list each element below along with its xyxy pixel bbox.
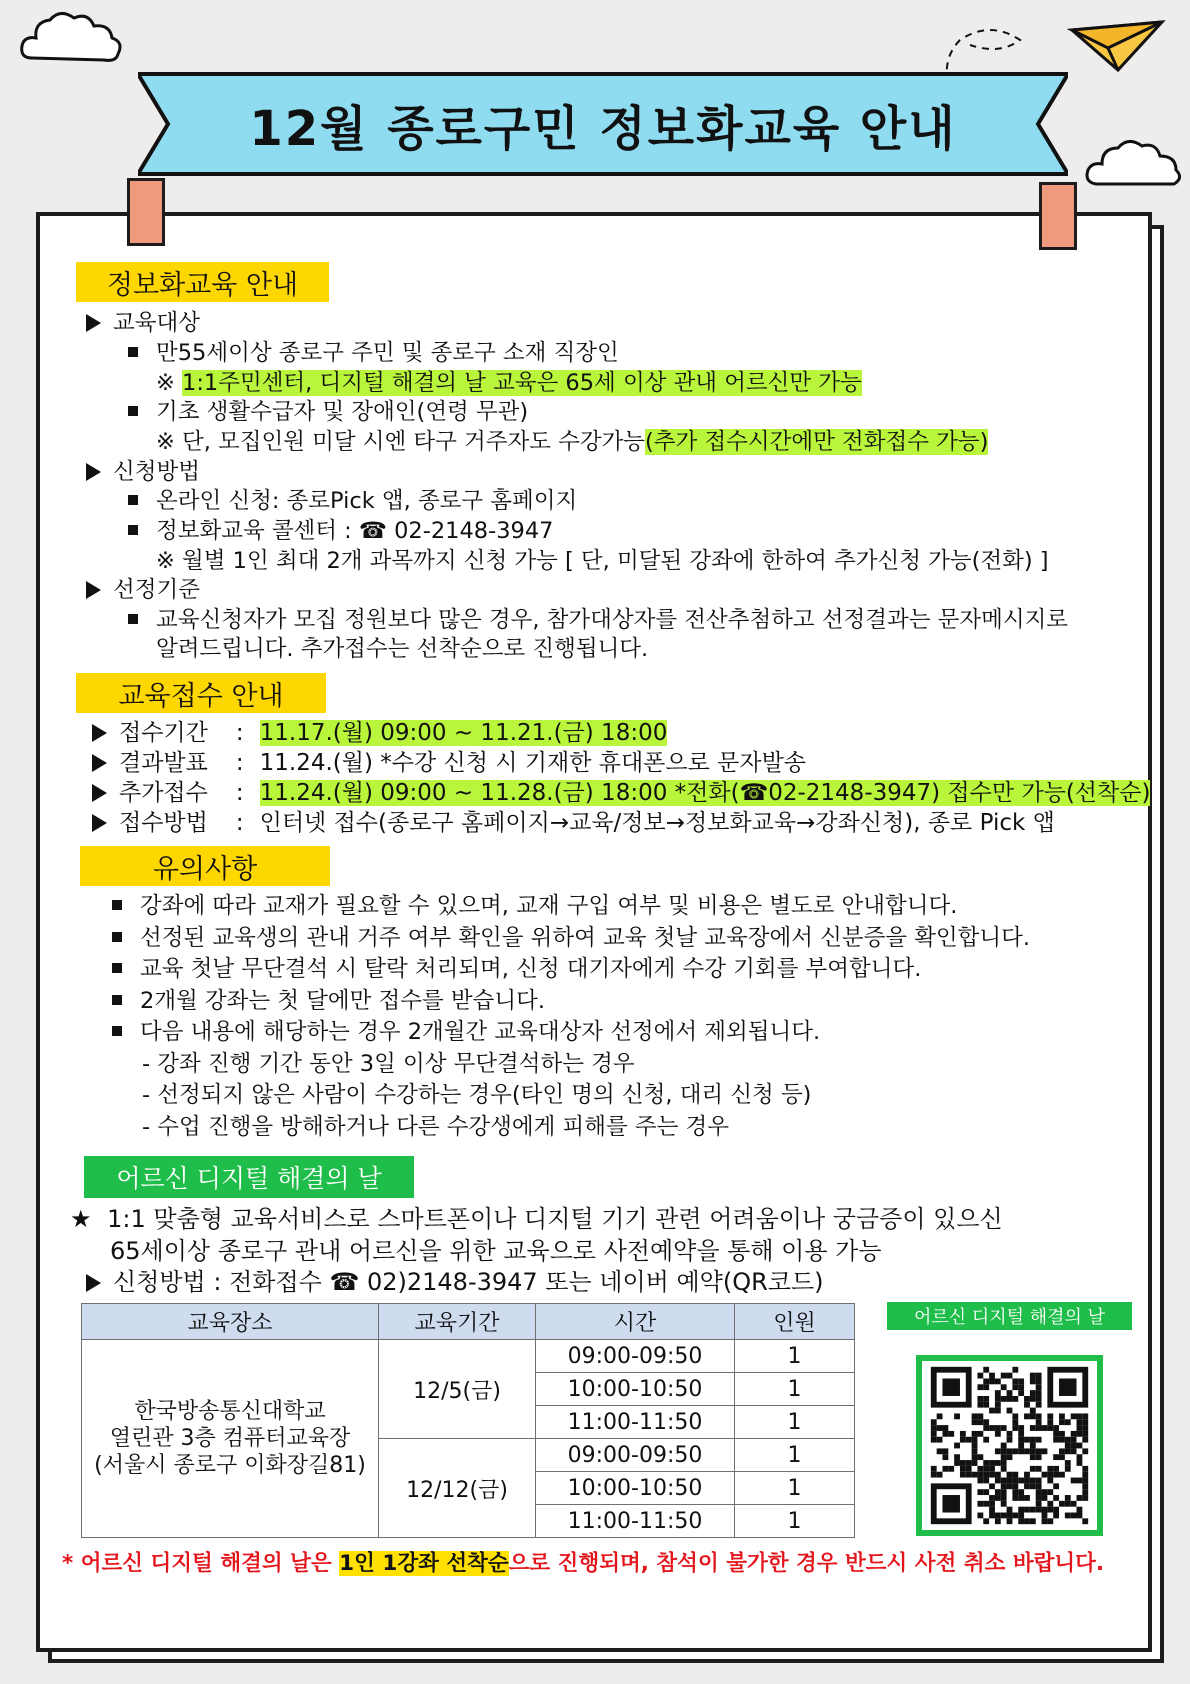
section-label-digital: 어르신 디지털 해결의 날	[84, 1156, 414, 1198]
title-banner	[138, 72, 1068, 176]
target-item2-row	[128, 397, 528, 427]
select-heading: 선정기준	[113, 577, 200, 603]
digital-desc1: 1:1 맞춤형 교육서비스로 스마트폰이나 디지털 기기 관련 어려움이나 궁금증이 있으신	[107, 1205, 1003, 1233]
select-item1: 교육신청자가 모집 정원보다 많은 경우, 참가대상자를 전산추첨하고 선정결과는 문자메시지로	[156, 607, 1069, 633]
apply-item2-row	[128, 516, 554, 546]
square-bullet-icon	[128, 614, 138, 624]
reception-row	[92, 808, 1055, 838]
table-header: 교육기간	[379, 1304, 536, 1340]
schedule-table	[81, 1303, 855, 1538]
cloud-icon	[1084, 136, 1184, 194]
qr-label: 어르신 디지털 해결의 날	[887, 1302, 1132, 1330]
star-icon: ★	[70, 1205, 92, 1233]
footer-prefix: * 어르신 디지털 해결의 날은	[62, 1551, 340, 1576]
target-item1: 만55세이상 종로구 주민 및 종로구 소재 직장인	[156, 340, 619, 366]
square-bullet-icon	[128, 495, 138, 505]
reception-key: 추가접수	[119, 780, 208, 806]
note-item	[112, 986, 545, 1016]
triangle-bullet-icon	[86, 581, 101, 599]
time-cell: 11:00-11:50	[536, 1505, 735, 1538]
table-header-row	[82, 1304, 855, 1340]
reception-sep: :	[235, 780, 244, 806]
note-text: 선정된 교육생의 관내 거주 여부 확인을 위하여 교육 첫날 교육장에서 신분증을 확인합니다.	[140, 924, 1031, 951]
apply-heading-row	[86, 457, 200, 487]
table-header: 시간	[536, 1304, 735, 1340]
reception-sep: :	[235, 810, 244, 836]
table-header: 교육장소	[82, 1304, 379, 1340]
target-note1: 1:1주민센터, 디지털 해결의 날 교육은 65세 이상 관내 어르신만 가능	[182, 370, 862, 396]
footer-note	[62, 1549, 1104, 1579]
select-heading-row	[86, 575, 200, 605]
square-bullet-icon	[112, 932, 122, 942]
count-cell: 1	[735, 1505, 855, 1538]
note-item	[112, 1017, 820, 1047]
reception-value: 인터넷 접수(종로구 홈페이지→교육/정보→정보화교육→강좌신청), 종로 Pick 앱	[259, 810, 1055, 836]
select-item1-row	[128, 605, 1068, 635]
time-cell: 09:00-09:50	[536, 1340, 735, 1373]
reception-key: 결과발표	[119, 750, 208, 776]
reception-key: 접수기간	[119, 720, 208, 746]
reception-row	[92, 748, 806, 778]
triangle-bullet-icon	[86, 314, 101, 332]
square-bullet-icon	[128, 525, 138, 535]
reception-value-highlight: 11.17.(월) 09:00 ~ 11.21.(금) 18:00	[259, 720, 668, 746]
target-heading-row	[86, 308, 200, 338]
qr-code-icon[interactable]	[922, 1361, 1097, 1530]
triangle-bullet-icon	[86, 463, 101, 481]
place-line: 열린관 3층 컴퓨터교육장	[109, 1426, 351, 1451]
qr-code-frame[interactable]	[916, 1355, 1103, 1536]
pin-left	[127, 178, 165, 246]
reception-key: 접수방법	[119, 810, 208, 836]
note-item	[112, 891, 957, 921]
apply-item2: 정보화교육 콜센터 : ☎ 02-2148-3947	[156, 518, 554, 544]
footer-suffix: 으로 진행되며, 참석이 불가한 경우 반드시 사전 취소 바랍니다.	[508, 1551, 1105, 1576]
target-note2-highlight: (추가 접수시간에만 전화접수 가능)	[645, 429, 989, 455]
time-cell: 11:00-11:50	[536, 1406, 735, 1439]
note-item	[112, 923, 1030, 953]
apply-heading: 신청방법	[113, 459, 200, 485]
section-label-info: 정보화교육 안내	[76, 262, 329, 302]
place-line: (서울시 종로구 이화장길81)	[94, 1453, 366, 1478]
table-header: 인원	[735, 1304, 855, 1340]
digital-desc2: 65세이상 종로구 관내 어르신을 위한 교육으로 사전예약을 통해 이용 가능	[110, 1237, 882, 1265]
apply-note-row	[156, 546, 1049, 576]
note-text: 강좌에 따라 교재가 필요할 수 있으며, 교재 구입 여부 및 비용은 별도로 안내합니다.	[140, 893, 958, 919]
footer-highlight: 1인 1강좌 선착순	[339, 1551, 509, 1576]
note-subitem: - 강좌 진행 기간 동안 3일 이상 무단결석하는 경우	[142, 1050, 635, 1077]
note-subitem: - 선정되지 않은 사람이 수강하는 경우(타인 명의 신청, 대리 신청 등)	[142, 1082, 812, 1108]
digital-desc2-row	[110, 1236, 882, 1266]
date-cell: 12/12(금)	[379, 1439, 536, 1538]
select-item1b-row	[156, 634, 648, 664]
table-row	[82, 1340, 855, 1373]
square-bullet-icon	[128, 406, 138, 416]
target-note1-row	[156, 368, 862, 398]
date-cell: 12/5(금)	[379, 1340, 536, 1439]
square-bullet-icon	[112, 995, 122, 1005]
count-cell: 1	[735, 1439, 855, 1472]
reception-sep: :	[235, 720, 244, 746]
reception-value: 11.24.(월) *수강 신청 시 기재한 휴대폰으로 문자발송	[259, 750, 807, 776]
section-label-notes: 유의사항	[80, 846, 330, 886]
time-cell: 10:00-10:50	[536, 1373, 735, 1406]
digital-apply-row	[86, 1267, 824, 1297]
target-note1-prefix: ※	[156, 370, 175, 396]
reception-sep: :	[235, 750, 244, 776]
time-cell: 10:00-10:50	[536, 1472, 735, 1505]
note-text: 다음 내용에 해당하는 경우 2개월간 교육대상자 선정에서 제외됩니다.	[140, 1019, 821, 1045]
apply-item1: 온라인 신청: 종로Pick 앱, 종로구 홈페이지	[156, 488, 578, 514]
triangle-bullet-icon	[92, 724, 107, 742]
pin-right	[1039, 182, 1077, 250]
place-cell	[82, 1340, 379, 1538]
triangle-bullet-icon	[86, 1274, 101, 1292]
triangle-bullet-icon	[92, 784, 107, 802]
square-bullet-icon	[112, 963, 122, 973]
apply-note: ※ 월별 1인 최대 2개 과목까지 신청 가능 [ 단, 미달된 강좌에 한하여 추가신청 가능(전화) ]	[156, 548, 1049, 574]
target-item2: 기초 생활수급자 및 장애인(연령 무관)	[156, 399, 529, 425]
count-cell: 1	[735, 1340, 855, 1373]
note-text: 2개월 강좌는 첫 달에만 접수를 받습니다.	[140, 987, 545, 1014]
count-cell: 1	[735, 1472, 855, 1505]
digital-apply: 신청방법 : 전화접수 ☎ 02)2148-3947 또는 네이버 예약(QR코드)	[113, 1268, 824, 1296]
reception-row	[92, 718, 667, 748]
page-title: 12월 종로구민 정보화교육 안내	[249, 100, 957, 157]
square-bullet-icon	[128, 347, 138, 357]
triangle-bullet-icon	[92, 754, 107, 772]
time-cell: 09:00-09:50	[536, 1439, 735, 1472]
target-note2-row	[156, 427, 988, 457]
count-cell: 1	[735, 1406, 855, 1439]
digital-desc1-row	[70, 1204, 1003, 1234]
square-bullet-icon	[112, 900, 122, 910]
reception-value-highlight: 11.24.(월) 09:00 ~ 11.28.(금) 18:00 *전화(☎02-2148-3947) 접수만 가능(선착순)	[259, 780, 1151, 806]
square-bullet-icon	[112, 1026, 122, 1036]
target-heading: 교육대상	[113, 310, 200, 336]
target-item1-row	[128, 338, 619, 368]
note-item	[112, 954, 921, 984]
note-text: 교육 첫날 무단결석 시 탈락 처리되며, 신청 대기자에게 수강 기회를 부여합니다.	[140, 956, 922, 982]
triangle-bullet-icon	[92, 814, 107, 832]
note-subitem: - 수업 진행을 방해하거나 다른 수강생에게 피해를 주는 경우	[142, 1113, 729, 1140]
target-note2: ※ 단, 모집인원 미달 시엔 타구 거주자도 수강가능	[156, 429, 646, 455]
apply-item1-row	[128, 486, 577, 516]
reception-row	[92, 778, 1150, 808]
cloud-icon	[18, 8, 126, 70]
section-label-reception: 교육접수 안내	[76, 673, 326, 713]
place-line: 한국방송통신대학교	[134, 1399, 326, 1424]
select-item1b: 알려드립니다. 추가접수는 선착순으로 진행됩니다.	[156, 636, 649, 662]
count-cell: 1	[735, 1373, 855, 1406]
